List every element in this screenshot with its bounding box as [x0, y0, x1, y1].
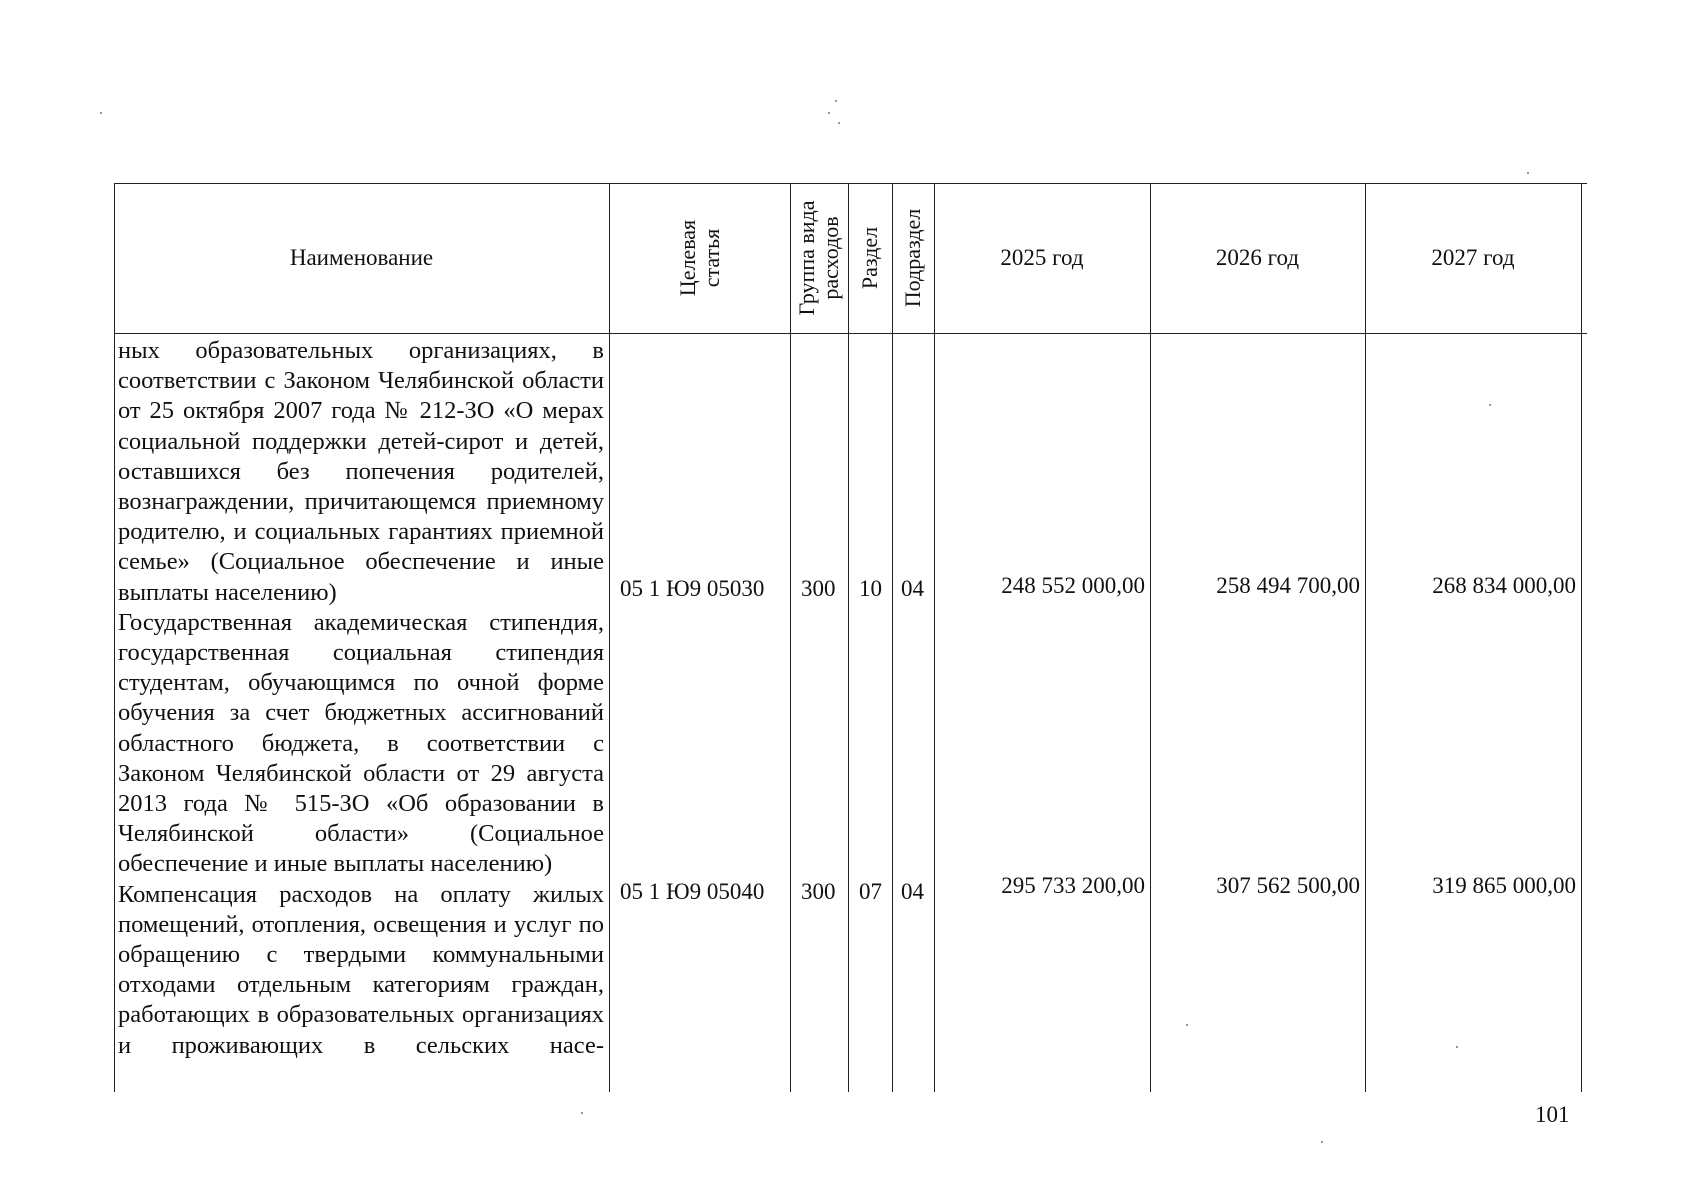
col-border-section	[892, 183, 893, 1092]
row-1-2025: 248 552 000,00	[1001, 573, 1145, 598]
row-names	[118, 336, 604, 1061]
scan-speck	[838, 122, 840, 124]
scan-speck	[828, 112, 830, 114]
row-1-2027: 268 834 000,00	[1432, 573, 1576, 598]
header-2026: 2026 год	[1215, 245, 1300, 270]
scan-speck	[835, 100, 837, 102]
header-subsection: Подраздел	[900, 208, 925, 308]
scan-speck	[100, 112, 102, 114]
row-3-name: Компенсация расходов на оплату жилых помещений, отопления, освещения и услуг по обращению с твердыми коммунальными отходами отдельным категориям граждан, работающих в образовательных организациях и проживающих в сельских насе-	[118, 880, 604, 1059]
row-2-2025: 295 733 200,00	[1001, 873, 1145, 898]
scan-speck	[1456, 1046, 1458, 1048]
scan-speck	[1321, 1141, 1323, 1143]
row-1-name: ных образовательных организациях, в соответствии с Законом Челябинской области от 25 октября 2007 года № 212-ЗО «О мерах социальной поддержки детей-сирот и детей, оставшихся без попечения родителей, вознаграждении, причитающемся приемному родителю, и социальных гарантиях приемной семье» (Социальное обеспечение и иные выплаты населению)	[118, 337, 604, 606]
row-2-section: 07	[859, 879, 882, 904]
header-2025: 2025 год	[1000, 245, 1084, 270]
header-2027: 2027 год	[1431, 245, 1515, 270]
col-border-name	[609, 183, 610, 1092]
col-border-article	[790, 183, 791, 1092]
header-bottom-border	[114, 333, 1587, 334]
scan-speck	[581, 1112, 583, 1114]
header-section: Раздел	[857, 226, 882, 290]
row-1-subsection: 04	[901, 576, 924, 601]
scan-speck	[1186, 1024, 1188, 1026]
row-2-expense-group: 300	[801, 879, 836, 904]
row-2-subsection: 04	[901, 879, 924, 904]
row-1-expense-group: 300	[801, 576, 836, 601]
col-border-right	[1581, 183, 1582, 1092]
header-expense-group: Группа вида расходов	[794, 200, 843, 316]
row-2-name: Государственная академическая стипендия, государственная социальная стипендия студентам, обучающимся по очной форме обучения за счет бюджетных ассигнований областного бюджета, в соответствии с Законом Челябинской области от 29 августа 2013 года № 515-ЗО «Об образовании в Челябинской области» (Социальное обеспечение и иные выплаты населению)	[118, 608, 604, 878]
scan-speck	[1527, 172, 1529, 174]
row-2-2027: 319 865 000,00	[1432, 873, 1576, 898]
header-name: Наименование	[289, 245, 434, 270]
page-number: 101	[1535, 1102, 1570, 1127]
row-2-target-article: 05 1 Ю9 05040	[620, 879, 765, 904]
row-2-2026: 307 562 500,00	[1216, 873, 1360, 898]
scan-speck	[1489, 404, 1491, 406]
header-target-article: Целевая статья	[675, 219, 724, 297]
row-1-target-article: 05 1 Ю9 05030	[620, 576, 765, 601]
row-1-section: 10	[859, 576, 882, 601]
row-1-2026: 258 494 700,00	[1216, 573, 1360, 598]
col-border-group	[848, 183, 849, 1092]
